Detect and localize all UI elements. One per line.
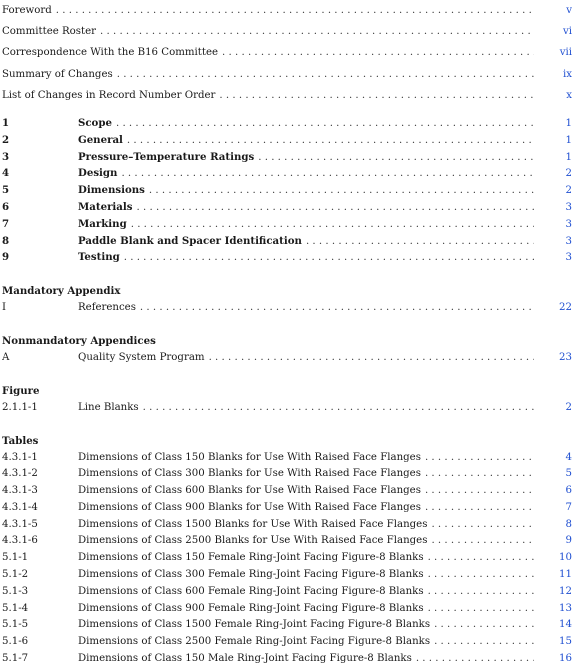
toc-entry-title: Committee Roster xyxy=(2,26,97,38)
toc-page-link[interactable]: 22 xyxy=(559,302,572,314)
toc-page-link[interactable]: vii xyxy=(559,47,572,59)
dot-leader xyxy=(431,533,534,550)
toc-entry-title: Dimensions of Class 2500 Blanks for Use With Raised Face Flanges xyxy=(78,535,428,547)
toc-entry-figure[interactable] xyxy=(2,400,572,417)
toc-entry-table[interactable] xyxy=(2,500,572,517)
dot-leader xyxy=(428,584,534,601)
mandatory-appendix-section xyxy=(2,283,572,317)
toc-entry-foreword[interactable] xyxy=(2,0,572,21)
toc-entry-title: Marking xyxy=(78,217,127,230)
toc-entry-committee-roster[interactable] xyxy=(2,21,572,42)
toc-page-link[interactable]: 2 xyxy=(565,185,572,197)
toc-page-link[interactable]: 11 xyxy=(559,569,572,581)
dot-leader xyxy=(100,21,534,42)
toc-entry-title: Dimensions of Class 2500 Female Ring-Joint Facing Figure-8 Blanks xyxy=(78,636,431,648)
toc-page-link[interactable]: 2 xyxy=(565,168,572,180)
dot-leader xyxy=(121,166,534,182)
dot-leader xyxy=(434,634,534,651)
toc-entry-title: Dimensions of Class 900 Female Ring-Joint Facing Figure-8 Blanks xyxy=(78,602,424,614)
toc-page-link[interactable]: 16 xyxy=(559,653,572,665)
section-heading: Figure xyxy=(2,384,40,397)
front-matter-list xyxy=(2,0,572,106)
toc-entry-number: A xyxy=(2,351,10,363)
toc-entry-title: Dimensions of Class 150 Blanks for Use With Raised Face Flanges xyxy=(78,451,421,463)
section-heading: Tables xyxy=(2,434,39,447)
toc-page-link[interactable]: 6 xyxy=(565,485,572,497)
toc-entry-number: 9 xyxy=(2,251,10,264)
toc-entry-title: Correspondence With the B16 Committee xyxy=(2,47,219,59)
toc-entry-list-of-changes[interactable] xyxy=(2,85,572,106)
toc-page-link[interactable]: x xyxy=(566,89,572,101)
toc-page-link[interactable]: 2 xyxy=(565,401,572,413)
toc-entry-title: Quality System Program xyxy=(78,351,205,363)
toc-entry-chapter[interactable] xyxy=(2,132,572,149)
dot-leader xyxy=(416,651,534,668)
dot-leader xyxy=(219,85,534,106)
dot-leader xyxy=(258,150,534,166)
toc-entry-table[interactable] xyxy=(2,617,572,634)
toc-entry-title: Dimensions of Class 600 Blanks for Use With Raised Face Flanges xyxy=(78,485,421,497)
dot-leader xyxy=(149,183,534,199)
toc-page-link[interactable]: 8 xyxy=(565,518,572,530)
toc-entry-number: 5.1-1 xyxy=(2,552,29,564)
toc-entry-title: Dimensions of Class 1500 Blanks for Use With Raised Face Flanges xyxy=(78,518,428,530)
toc-page-link[interactable]: 3 xyxy=(565,201,572,213)
toc-entry-number: 5.1-5 xyxy=(2,619,29,631)
dot-leader xyxy=(425,450,534,467)
dot-leader xyxy=(131,217,534,233)
toc-page-link[interactable]: 15 xyxy=(559,636,572,648)
toc-page-link[interactable]: 5 xyxy=(565,468,572,480)
figures-section xyxy=(2,383,572,417)
toc-page-link[interactable]: 1 xyxy=(565,151,572,163)
toc-entry-number: I xyxy=(2,302,7,314)
toc-entry-title: Design xyxy=(78,167,118,180)
toc-entry-chapter[interactable] xyxy=(2,233,572,250)
toc-entry-number: 4.3.1-3 xyxy=(2,485,38,497)
toc-entry-table[interactable] xyxy=(2,651,572,668)
toc-entry-title: Materials xyxy=(78,200,133,213)
toc-entry-number: 5.1-6 xyxy=(2,636,29,648)
toc-entry-chapter[interactable] xyxy=(2,165,572,182)
toc-entry-number: 5.1-7 xyxy=(2,653,29,665)
toc-entry-chapter[interactable] xyxy=(2,115,572,132)
dot-leader xyxy=(140,300,534,317)
dot-leader xyxy=(116,116,534,132)
toc-entry-title: Scope xyxy=(78,116,112,129)
toc-entry-chapter[interactable] xyxy=(2,249,572,266)
dot-leader xyxy=(425,483,534,500)
toc-entry-title: Dimensions of Class 600 Female Ring-Joint Facing Figure-8 Blanks xyxy=(78,585,424,597)
toc-entry-correspondence[interactable] xyxy=(2,42,572,63)
toc-entry-number: 4.3.1-1 xyxy=(2,451,38,463)
dot-leader xyxy=(127,133,534,149)
toc-entry-chapter[interactable] xyxy=(2,216,572,233)
toc-entry-chapter[interactable] xyxy=(2,182,572,199)
toc-page-link[interactable]: 12 xyxy=(559,585,572,597)
toc-entry-table[interactable] xyxy=(2,466,572,483)
toc-entry-title: Summary of Changes xyxy=(2,68,113,80)
section-heading: Mandatory Appendix xyxy=(2,285,121,298)
dot-leader xyxy=(137,200,534,216)
dot-leader xyxy=(306,234,534,250)
toc-entry-table[interactable] xyxy=(2,483,572,500)
toc-entry-table[interactable] xyxy=(2,533,572,550)
dot-leader xyxy=(143,400,534,417)
toc-entry-number: 4.3.1-6 xyxy=(2,535,38,547)
dot-leader xyxy=(425,500,534,517)
dot-leader xyxy=(56,0,534,21)
toc-entry-title: Dimensions of Class 900 Blanks for Use With Raised Face Flanges xyxy=(78,501,421,513)
toc-entry-title: General xyxy=(78,133,123,146)
section-heading: Nonmandatory Appendices xyxy=(2,334,156,347)
nonmandatory-appendices-section xyxy=(2,333,572,367)
toc-entry-table[interactable] xyxy=(2,601,572,618)
toc-page-link[interactable]: 9 xyxy=(565,535,572,547)
dot-leader xyxy=(431,517,534,534)
toc-entry-table[interactable] xyxy=(2,584,572,601)
toc-page-link[interactable]: ix xyxy=(562,68,572,80)
toc-entry-number: 2 xyxy=(2,133,10,146)
toc-page-link[interactable]: v xyxy=(566,5,572,16)
toc-page-link[interactable]: 3 xyxy=(565,218,572,230)
toc-entry-number: 5.1-2 xyxy=(2,569,29,581)
toc-entry-table[interactable] xyxy=(2,567,572,584)
toc-entry-number: 4.3.1-4 xyxy=(2,501,38,513)
toc-entry-title: Dimensions of Class 300 Female Ring-Joint Facing Figure-8 Blanks xyxy=(78,569,424,581)
toc-page-link[interactable]: 13 xyxy=(559,602,572,614)
toc-entry-table[interactable] xyxy=(2,550,572,567)
toc-entry-title: Dimensions of Class 1500 Female Ring-Joint Facing Figure-8 Blanks xyxy=(78,619,431,631)
toc-page-link[interactable]: 23 xyxy=(559,351,572,363)
toc-entry-table[interactable] xyxy=(2,450,572,467)
toc-entry-number: 6 xyxy=(2,200,10,213)
toc-entry-title: List of Changes in Record Number Order xyxy=(2,89,216,101)
toc-entry-title: Dimensions xyxy=(78,184,145,197)
dot-leader xyxy=(117,64,534,85)
dot-leader xyxy=(428,567,534,584)
dot-leader xyxy=(222,42,534,63)
toc-entry-title: Line Blanks xyxy=(78,401,139,413)
toc-page-link[interactable]: 4 xyxy=(565,451,572,463)
toc-entry-summary-of-changes[interactable] xyxy=(2,64,572,85)
dot-leader xyxy=(124,250,534,266)
toc-entry-title: Testing xyxy=(78,251,120,264)
toc-entry-title: Foreword xyxy=(2,5,52,16)
toc-entry-number: 5.1-4 xyxy=(2,602,29,614)
toc-entry-title: Dimensions of Class 300 Blanks for Use With Raised Face Flanges xyxy=(78,468,421,480)
toc-page-link[interactable]: 7 xyxy=(565,501,572,513)
toc-entry-number: 3 xyxy=(2,150,10,163)
dot-leader xyxy=(428,601,534,618)
toc-page-link[interactable]: 3 xyxy=(565,252,572,264)
toc-page-link[interactable]: 10 xyxy=(559,552,572,564)
toc-entry-number: 2.1.1-1 xyxy=(2,401,38,413)
toc-entry-table[interactable] xyxy=(2,517,572,534)
toc-entry-title: Pressure–Temperature Ratings xyxy=(78,150,255,163)
toc-entry-number: 4 xyxy=(2,167,10,180)
toc-page-link[interactable]: 3 xyxy=(565,235,572,247)
toc-entry-number: 4.3.1-5 xyxy=(2,518,38,530)
toc-page-link[interactable]: 14 xyxy=(559,619,572,631)
toc-entry-number: 8 xyxy=(2,234,10,247)
toc-entry-appendix[interactable] xyxy=(2,350,572,367)
toc-entry-number: 1 xyxy=(2,116,10,129)
toc-entry-number: 4.3.1-2 xyxy=(2,468,38,480)
toc-page-link[interactable]: 1 xyxy=(565,134,572,146)
dot-leader xyxy=(425,466,534,483)
toc-entry-number: 5.1-3 xyxy=(2,585,29,597)
toc-entry-appendix[interactable] xyxy=(2,300,572,317)
dot-leader xyxy=(434,617,534,634)
toc-entry-chapter[interactable] xyxy=(2,149,572,166)
toc-page-link[interactable]: vi xyxy=(562,26,572,38)
dot-leader xyxy=(428,550,534,567)
dot-leader xyxy=(209,350,534,367)
toc-entry-number: 5 xyxy=(2,184,10,197)
toc-entry-title: References xyxy=(78,302,136,314)
tables-section xyxy=(2,433,572,668)
toc-entry-table[interactable] xyxy=(2,634,572,651)
toc-entry-number: 7 xyxy=(2,217,10,230)
toc-entry-title: Paddle Blank and Spacer Identification xyxy=(78,234,302,247)
toc-entry-chapter[interactable] xyxy=(2,199,572,216)
toc-entry-title: Dimensions of Class 150 Female Ring-Joint Facing Figure-8 Blanks xyxy=(78,552,424,564)
toc-page-link[interactable]: 1 xyxy=(565,117,572,129)
toc-entry-title: Dimensions of Class 150 Male Ring-Joint Facing Figure-8 Blanks xyxy=(78,653,412,665)
chapters-list xyxy=(2,115,572,266)
